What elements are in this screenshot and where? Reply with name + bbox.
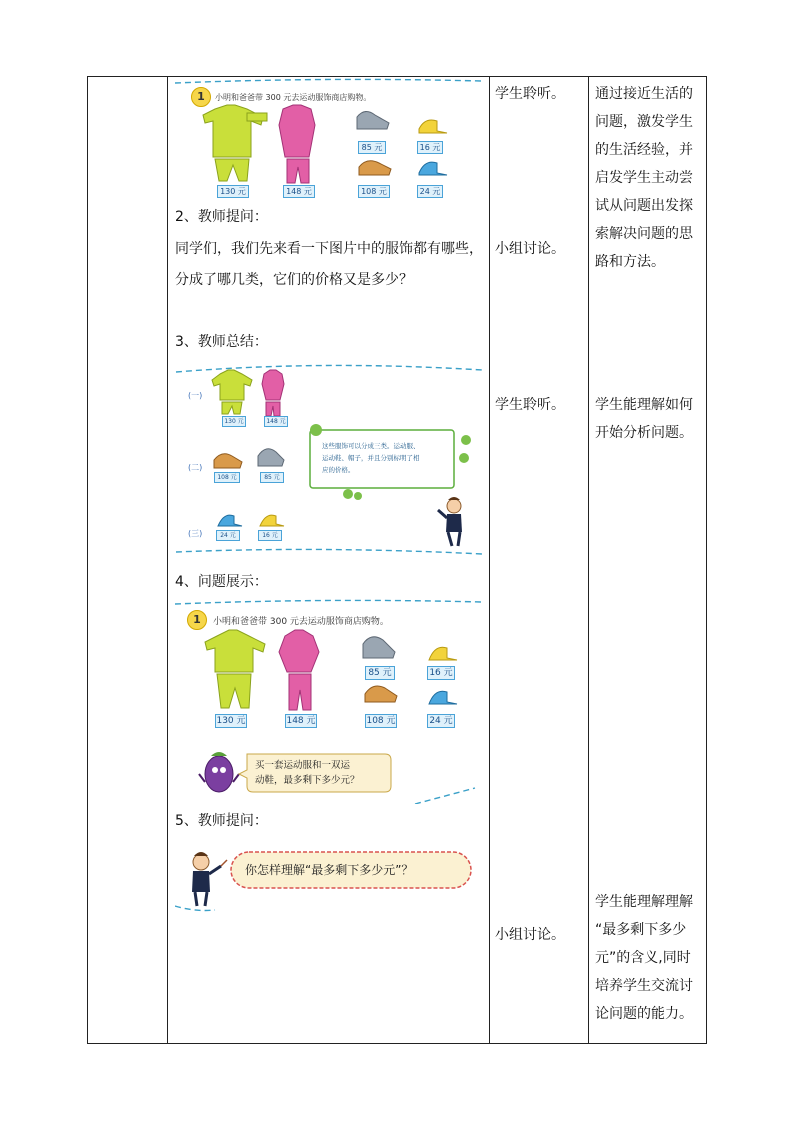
col-divider-2	[489, 77, 490, 1043]
pink-tracksuit-icon	[279, 105, 315, 183]
price-tag-blue-cap: 24 元	[216, 530, 240, 541]
price-tag-pink-suit: 148 元	[264, 416, 288, 427]
price-tag-green-suit: 130 元	[217, 185, 249, 198]
group-label-2: (二)	[188, 463, 203, 472]
price-tag-orange-shoe: 108 元	[366, 716, 396, 726]
price-tag-green-suit: 130 元	[222, 416, 246, 427]
store-picture-1	[175, 77, 481, 200]
step-5-title: 5、教师提问：	[175, 813, 268, 829]
question-text: 你怎样理解“最多剩下多少元”？	[245, 863, 414, 877]
orange-sneaker-icon	[214, 454, 242, 468]
step-2-line-2: 分成了哪几类，它们的价格又是多少？	[175, 272, 413, 288]
problem-caption: 小明和爸爸带 300 元去运动服饰商店购物。	[213, 617, 389, 627]
col-divider-1	[167, 77, 168, 1043]
step-2-line-1: 同学们，我们先来看一下图片中的服饰都有哪些，	[175, 241, 483, 257]
gray-sneaker-icon	[258, 449, 284, 466]
green-tracksuit-icon	[212, 370, 252, 414]
problem-caption: 小明和爸爸带 300 元去运动服饰商店购物。	[215, 93, 372, 102]
design-intent-2: 学生能理解如何 开始分析问题。	[595, 397, 693, 441]
step-3-title: 3、教师总结：	[175, 334, 268, 350]
price-tag-yellow-cap: 16 元	[417, 141, 443, 154]
col-divider-3	[588, 77, 589, 1043]
price-tag-pink-suit: 148 元	[283, 185, 315, 198]
student-activity-listen-2: 学生聆听。	[495, 397, 565, 413]
orange-sneaker-icon	[365, 686, 397, 702]
price-tag-yellow-cap: 16 元	[427, 666, 455, 680]
price-tag-gray-shoe: 85 元	[365, 666, 395, 680]
yellow-cap-icon	[429, 647, 457, 660]
step-2-title: 2、教师提问：	[175, 209, 268, 225]
student-activity-listen-1: 学生聆听。	[495, 86, 565, 102]
price-tag-gray-shoe: 85 元	[358, 141, 386, 154]
student-activity-discuss-1: 小组讨论。	[495, 241, 565, 257]
question-text: 买一套运动服和一双运 动鞋，最多剩下多少元？	[255, 760, 360, 786]
blue-cap-icon	[419, 162, 447, 175]
price-tag-blue-cap: 24 元	[427, 714, 455, 728]
green-tracksuit-icon	[203, 105, 267, 181]
price-tag-orange-shoe: 108 元	[214, 472, 240, 483]
store-picture-2	[175, 598, 481, 804]
group-label-1: (一)	[188, 391, 203, 400]
teacher-figure-icon	[192, 852, 227, 906]
price-tag-green-suit: 130 元	[216, 716, 246, 726]
design-intent-3: 学生能理解理解 “最多剩下多少 元”的含义,同时 培养学生交流讨 论问题的能力。	[595, 894, 693, 1022]
teacher-figure-icon	[438, 497, 462, 546]
price-tag-blue-cap: 24 元	[417, 185, 443, 198]
yellow-cap-icon	[260, 515, 284, 526]
blue-cap-icon	[218, 515, 242, 526]
price-tag-orange-shoe: 108 元	[358, 185, 390, 198]
blue-cap-icon	[429, 691, 457, 704]
orange-sneaker-icon	[359, 161, 391, 175]
gray-sneaker-icon	[363, 637, 395, 658]
gray-sneaker-icon	[357, 111, 389, 129]
teacher-speech-text: 这些服饰可以分成三类。运动服、 运动鞋、帽子，并且分别标明了相 应的价格。	[322, 442, 420, 474]
problem-number-badge: 1	[191, 87, 211, 107]
design-intent-1: 通过接近生活的 问题，激发学生 的生活经验，并 启发学生主动尝 试从问题出发探 索解决问题的思 路和方法。	[595, 86, 693, 270]
teacher-question-picture	[175, 840, 481, 912]
step-4-title: 4、问题展示：	[175, 574, 268, 590]
yellow-cap-icon	[419, 120, 447, 133]
price-tag-gray-shoe: 85 元	[260, 472, 284, 483]
price-tag-yellow-cap: 16 元	[258, 530, 282, 541]
eggplant-character-icon	[199, 752, 239, 792]
pink-tracksuit-icon	[279, 630, 319, 710]
pink-tracksuit-icon	[262, 370, 284, 416]
green-tracksuit-icon	[205, 630, 265, 708]
classification-picture	[172, 360, 484, 556]
problem-number-badge: 1	[187, 610, 207, 630]
price-tag-pink-suit: 148 元	[286, 716, 316, 726]
student-activity-discuss-2: 小组讨论。	[495, 927, 565, 943]
group-label-3: (三)	[188, 529, 203, 538]
